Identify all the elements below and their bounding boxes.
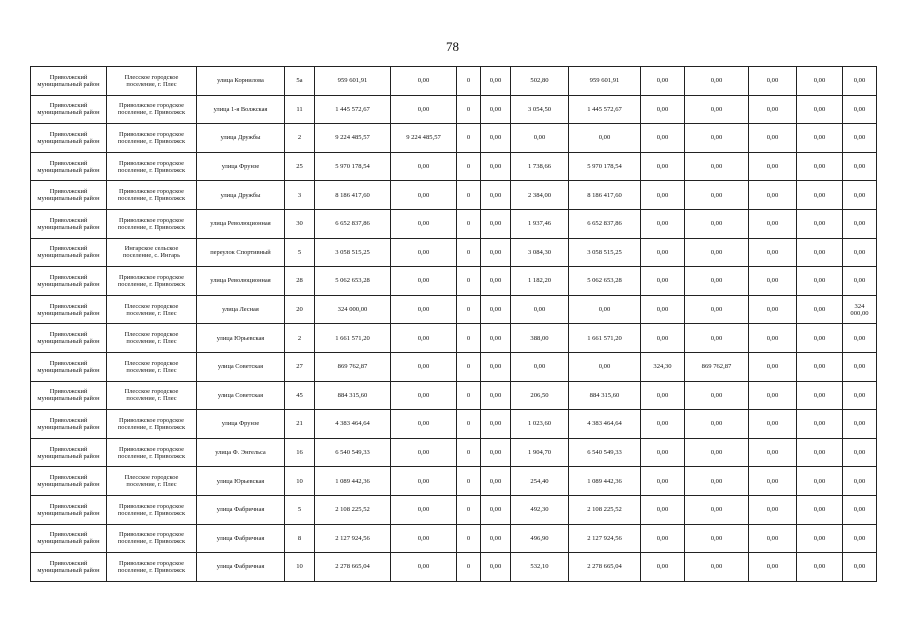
cell-cost-col-8: 0,00: [685, 95, 749, 124]
cell-count-col-3: 0: [457, 152, 481, 181]
cell-cost-col-2: 0,00: [391, 181, 457, 210]
cell-house-number: 3: [285, 181, 315, 210]
cell-cost-col-2: 0,00: [391, 209, 457, 238]
cell-area-col-5: 0,00: [511, 295, 569, 324]
cell-cost-col-11: 0,00: [843, 352, 877, 381]
cell-house-number: 8: [285, 524, 315, 553]
table-row: [31, 181, 877, 210]
cell-total-cost: 1 661 571,20: [315, 324, 391, 353]
cell-district: Приволжский муниципальный район: [31, 467, 107, 496]
cell-district: Приволжский муниципальный район: [31, 67, 107, 96]
cell-count-col-3: 0: [457, 295, 481, 324]
cell-cost-col-11: 0,00: [843, 324, 877, 353]
cell-cost-col-6: 0,00: [569, 352, 641, 381]
cell-count-col-3: 0: [457, 209, 481, 238]
cell-cost-col-6: 4 383 464,64: [569, 410, 641, 439]
cell-cost-col-2: 0,00: [391, 152, 457, 181]
cell-area-col-5: 1 023,60: [511, 410, 569, 439]
cell-settlement: Приволжское городское поселение, г. Приволжск: [107, 95, 197, 124]
cell-area-col-5: 492,30: [511, 495, 569, 524]
cell-street: улица Революционная: [197, 209, 285, 238]
cell-settlement: Плесское городское поселение, г. Плес: [107, 381, 197, 410]
cell-street: улица Юрьевская: [197, 467, 285, 496]
table-row: [31, 267, 877, 296]
cell-cost-col-2: 0,00: [391, 524, 457, 553]
cell-cost-col-4: 0,00: [481, 495, 511, 524]
cell-area-col-5: 3 054,50: [511, 95, 569, 124]
cell-cost-col-8: 0,00: [685, 67, 749, 96]
table-body: [31, 67, 877, 582]
cell-area-col-5: 0,00: [511, 352, 569, 381]
cell-cost-col-10: 0,00: [797, 495, 843, 524]
cell-cost-col-6: 2 278 665,04: [569, 553, 641, 582]
cell-cost-col-4: 0,00: [481, 95, 511, 124]
cell-cost-col-9: 0,00: [749, 67, 797, 96]
cell-area-col-7: 0,00: [641, 181, 685, 210]
cell-total-cost: 324 000,00: [315, 295, 391, 324]
cell-cost-col-10: 0,00: [797, 381, 843, 410]
cell-settlement: Ингарское сельское поселение, с. Ингарь: [107, 238, 197, 267]
cell-cost-col-9: 0,00: [749, 467, 797, 496]
cell-cost-col-4: 0,00: [481, 209, 511, 238]
cell-settlement: Приволжское городское поселение, г. Приволжск: [107, 553, 197, 582]
cell-total-cost: 869 762,87: [315, 352, 391, 381]
cell-cost-col-10: 0,00: [797, 295, 843, 324]
cell-area-col-7: 0,00: [641, 324, 685, 353]
cell-house-number: 5: [285, 495, 315, 524]
table-row: [31, 524, 877, 553]
cell-cost-col-4: 0,00: [481, 124, 511, 153]
cell-area-col-7: 0,00: [641, 209, 685, 238]
cell-settlement: Плесское городское поселение, г. Плес: [107, 324, 197, 353]
cell-cost-col-4: 0,00: [481, 352, 511, 381]
cell-cost-col-6: 1 661 571,20: [569, 324, 641, 353]
cell-cost-col-10: 0,00: [797, 267, 843, 296]
cell-area-col-5: 1 182,20: [511, 267, 569, 296]
cell-cost-col-4: 0,00: [481, 152, 511, 181]
cell-count-col-3: 0: [457, 410, 481, 439]
cell-cost-col-9: 0,00: [749, 524, 797, 553]
cell-cost-col-8: 0,00: [685, 267, 749, 296]
cell-cost-col-2: 0,00: [391, 352, 457, 381]
cell-cost-col-4: 0,00: [481, 324, 511, 353]
cell-cost-col-8: 0,00: [685, 295, 749, 324]
table-row: [31, 67, 877, 96]
cell-cost-col-6: 1 089 442,36: [569, 467, 641, 496]
cell-cost-col-2: 0,00: [391, 438, 457, 467]
cell-area-col-7: 0,00: [641, 381, 685, 410]
table-row: [31, 324, 877, 353]
cell-area-col-5: 532,10: [511, 553, 569, 582]
cell-cost-col-6: 0,00: [569, 295, 641, 324]
cell-house-number: 45: [285, 381, 315, 410]
cell-settlement: Плесское городское поселение, г. Плес: [107, 467, 197, 496]
cell-cost-col-2: 0,00: [391, 553, 457, 582]
cell-cost-col-6: 6 652 837,86: [569, 209, 641, 238]
cell-district: Приволжский муниципальный район: [31, 181, 107, 210]
cell-street: улица Ф. Энгельса: [197, 438, 285, 467]
cell-street: улица Фабричная: [197, 495, 285, 524]
cell-district: Приволжский муниципальный район: [31, 295, 107, 324]
cell-cost-col-11: 0,00: [843, 124, 877, 153]
cell-area-col-7: 0,00: [641, 95, 685, 124]
cell-cost-col-9: 0,00: [749, 238, 797, 267]
cell-cost-col-8: 0,00: [685, 524, 749, 553]
cell-cost-col-10: 0,00: [797, 553, 843, 582]
cell-house-number: 2: [285, 324, 315, 353]
table-row: [31, 467, 877, 496]
cell-cost-col-10: 0,00: [797, 524, 843, 553]
cell-count-col-3: 0: [457, 324, 481, 353]
cell-cost-col-9: 0,00: [749, 124, 797, 153]
cell-cost-col-10: 0,00: [797, 324, 843, 353]
cell-cost-col-9: 0,00: [749, 324, 797, 353]
cell-cost-col-10: 0,00: [797, 67, 843, 96]
cell-settlement: Приволжское городское поселение, г. Приволжск: [107, 152, 197, 181]
cell-cost-col-9: 0,00: [749, 438, 797, 467]
cell-cost-col-11: 0,00: [843, 410, 877, 439]
cell-count-col-3: 0: [457, 181, 481, 210]
cell-cost-col-9: 0,00: [749, 410, 797, 439]
cell-cost-col-11: 0,00: [843, 181, 877, 210]
table-row: [31, 495, 877, 524]
cell-district: Приволжский муниципальный район: [31, 267, 107, 296]
cell-cost-col-10: 0,00: [797, 209, 843, 238]
cell-cost-col-6: 2 108 225,52: [569, 495, 641, 524]
cell-cost-col-11: 0,00: [843, 524, 877, 553]
cell-street: улица Дружбы: [197, 124, 285, 153]
cell-total-cost: 2 127 924,56: [315, 524, 391, 553]
cell-cost-col-10: 0,00: [797, 438, 843, 467]
cell-settlement: Приволжское городское поселение, г. Приволжск: [107, 410, 197, 439]
cell-cost-col-11: 0,00: [843, 438, 877, 467]
cell-cost-col-9: 0,00: [749, 95, 797, 124]
cell-total-cost: 5 970 178,54: [315, 152, 391, 181]
cell-cost-col-10: 0,00: [797, 352, 843, 381]
cell-cost-col-6: 8 186 417,60: [569, 181, 641, 210]
cell-cost-col-6: 1 445 572,67: [569, 95, 641, 124]
cell-cost-col-10: 0,00: [797, 181, 843, 210]
cell-cost-col-4: 0,00: [481, 267, 511, 296]
cell-cost-col-2: 0,00: [391, 67, 457, 96]
cell-cost-col-8: 0,00: [685, 410, 749, 439]
cell-cost-col-11: 0,00: [843, 495, 877, 524]
cell-house-number: 21: [285, 410, 315, 439]
cell-house-number: 25: [285, 152, 315, 181]
page-number: 78: [446, 39, 459, 54]
cell-house-number: 5а: [285, 67, 315, 96]
cell-cost-col-2: 0,00: [391, 467, 457, 496]
cell-cost-col-6: 5 970 178,54: [569, 152, 641, 181]
cell-cost-col-4: 0,00: [481, 553, 511, 582]
cell-district: Приволжский муниципальный район: [31, 124, 107, 153]
table-row: [31, 295, 877, 324]
housing-table: [30, 66, 877, 582]
cell-district: Приволжский муниципальный район: [31, 209, 107, 238]
cell-district: Приволжский муниципальный район: [31, 95, 107, 124]
table-row: [31, 209, 877, 238]
cell-cost-col-8: 869 762,87: [685, 352, 749, 381]
cell-cost-col-8: 0,00: [685, 381, 749, 410]
cell-cost-col-11: 0,00: [843, 209, 877, 238]
cell-street: улица Фрунзе: [197, 410, 285, 439]
cell-area-col-5: 1 937,46: [511, 209, 569, 238]
cell-settlement: Приволжское городское поселение, г. Приволжск: [107, 524, 197, 553]
cell-area-col-5: 206,50: [511, 381, 569, 410]
cell-area-col-5: 388,00: [511, 324, 569, 353]
cell-total-cost: 6 540 549,33: [315, 438, 391, 467]
cell-street: улица Юрьевская: [197, 324, 285, 353]
cell-cost-col-9: 0,00: [749, 352, 797, 381]
cell-district: Приволжский муниципальный район: [31, 352, 107, 381]
cell-street: улица Фабричная: [197, 553, 285, 582]
cell-total-cost: 3 058 515,25: [315, 238, 391, 267]
cell-settlement: Плесское городское поселение, г. Плес: [107, 295, 197, 324]
cell-district: Приволжский муниципальный район: [31, 438, 107, 467]
cell-cost-col-8: 0,00: [685, 553, 749, 582]
table-row: [31, 438, 877, 467]
cell-total-cost: 2 278 665,04: [315, 553, 391, 582]
cell-cost-col-11: 0,00: [843, 67, 877, 96]
cell-cost-col-2: 9 224 485,57: [391, 124, 457, 153]
cell-cost-col-4: 0,00: [481, 438, 511, 467]
cell-street: улица Лесная: [197, 295, 285, 324]
cell-settlement: Приволжское городское поселение, г. Приволжск: [107, 495, 197, 524]
cell-area-col-7: 0,00: [641, 124, 685, 153]
cell-street: улица Дружбы: [197, 181, 285, 210]
cell-total-cost: 1 089 442,36: [315, 467, 391, 496]
cell-cost-col-8: 0,00: [685, 124, 749, 153]
cell-street: улица Советская: [197, 352, 285, 381]
cell-cost-col-2: 0,00: [391, 238, 457, 267]
cell-cost-col-11: 0,00: [843, 267, 877, 296]
cell-settlement: Плесское городское поселение, г. Плес: [107, 352, 197, 381]
table-row: [31, 381, 877, 410]
cell-area-col-5: 496,90: [511, 524, 569, 553]
cell-area-col-7: 324,30: [641, 352, 685, 381]
cell-house-number: 27: [285, 352, 315, 381]
cell-total-cost: 4 383 464,64: [315, 410, 391, 439]
cell-cost-col-11: 0,00: [843, 553, 877, 582]
cell-cost-col-8: 0,00: [685, 495, 749, 524]
cell-cost-col-11: 0,00: [843, 95, 877, 124]
cell-settlement: Приволжское городское поселение, г. Приволжск: [107, 124, 197, 153]
cell-cost-col-10: 0,00: [797, 467, 843, 496]
cell-cost-col-11: 324 000,00: [843, 295, 877, 324]
cell-count-col-3: 0: [457, 67, 481, 96]
cell-cost-col-2: 0,00: [391, 267, 457, 296]
cell-cost-col-6: 2 127 924,56: [569, 524, 641, 553]
cell-area-col-7: 0,00: [641, 238, 685, 267]
cell-cost-col-8: 0,00: [685, 181, 749, 210]
cell-cost-col-6: 0,00: [569, 124, 641, 153]
cell-cost-col-4: 0,00: [481, 238, 511, 267]
cell-cost-col-9: 0,00: [749, 381, 797, 410]
cell-area-col-7: 0,00: [641, 267, 685, 296]
table-row: [31, 124, 877, 153]
cell-house-number: 28: [285, 267, 315, 296]
cell-area-col-5: 3 084,30: [511, 238, 569, 267]
cell-cost-col-6: 3 058 515,25: [569, 238, 641, 267]
cell-cost-col-9: 0,00: [749, 209, 797, 238]
cell-settlement: Плесское городское поселение, г. Плес: [107, 67, 197, 96]
cell-cost-col-4: 0,00: [481, 410, 511, 439]
table-row: [31, 410, 877, 439]
cell-district: Приволжский муниципальный район: [31, 495, 107, 524]
cell-cost-col-9: 0,00: [749, 181, 797, 210]
cell-cost-col-11: 0,00: [843, 381, 877, 410]
cell-total-cost: 9 224 485,57: [315, 124, 391, 153]
cell-total-cost: 884 315,60: [315, 381, 391, 410]
cell-cost-col-8: 0,00: [685, 152, 749, 181]
cell-district: Приволжский муниципальный район: [31, 324, 107, 353]
cell-district: Приволжский муниципальный район: [31, 238, 107, 267]
cell-settlement: Приволжское городское поселение, г. Приволжск: [107, 181, 197, 210]
cell-cost-col-2: 0,00: [391, 410, 457, 439]
cell-house-number: 20: [285, 295, 315, 324]
cell-cost-col-4: 0,00: [481, 181, 511, 210]
cell-cost-col-6: 6 540 549,33: [569, 438, 641, 467]
cell-cost-col-9: 0,00: [749, 495, 797, 524]
cell-area-col-7: 0,00: [641, 152, 685, 181]
cell-street: улица Советская: [197, 381, 285, 410]
cell-cost-col-10: 0,00: [797, 95, 843, 124]
table-row: [31, 152, 877, 181]
cell-area-col-5: 2 384,00: [511, 181, 569, 210]
cell-cost-col-10: 0,00: [797, 238, 843, 267]
cell-cost-col-4: 0,00: [481, 295, 511, 324]
cell-district: Приволжский муниципальный район: [31, 524, 107, 553]
cell-settlement: Приволжское городское поселение, г. Приволжск: [107, 438, 197, 467]
cell-count-col-3: 0: [457, 238, 481, 267]
cell-cost-col-9: 0,00: [749, 295, 797, 324]
cell-cost-col-6: 5 062 653,28: [569, 267, 641, 296]
cell-total-cost: 5 062 653,28: [315, 267, 391, 296]
cell-cost-col-4: 0,00: [481, 524, 511, 553]
cell-area-col-7: 0,00: [641, 410, 685, 439]
cell-street: переулок Спортивный: [197, 238, 285, 267]
cell-area-col-7: 0,00: [641, 295, 685, 324]
cell-total-cost: 959 601,91: [315, 67, 391, 96]
cell-cost-col-9: 0,00: [749, 553, 797, 582]
cell-cost-col-9: 0,00: [749, 152, 797, 181]
cell-area-col-7: 0,00: [641, 524, 685, 553]
cell-cost-col-2: 0,00: [391, 324, 457, 353]
cell-cost-col-6: 884 315,60: [569, 381, 641, 410]
cell-area-col-7: 0,00: [641, 495, 685, 524]
cell-count-col-3: 0: [457, 524, 481, 553]
cell-house-number: 10: [285, 467, 315, 496]
cell-street: улица Фрунзе: [197, 152, 285, 181]
cell-cost-col-8: 0,00: [685, 209, 749, 238]
cell-area-col-5: 0,00: [511, 124, 569, 153]
cell-cost-col-8: 0,00: [685, 324, 749, 353]
cell-total-cost: 2 108 225,52: [315, 495, 391, 524]
cell-house-number: 2: [285, 124, 315, 153]
cell-cost-col-2: 0,00: [391, 295, 457, 324]
cell-cost-col-11: 0,00: [843, 467, 877, 496]
cell-cost-col-10: 0,00: [797, 152, 843, 181]
cell-area-col-5: 1 904,70: [511, 438, 569, 467]
cell-total-cost: 8 186 417,60: [315, 181, 391, 210]
cell-cost-col-4: 0,00: [481, 381, 511, 410]
cell-area-col-5: 1 738,66: [511, 152, 569, 181]
cell-count-col-3: 0: [457, 124, 481, 153]
cell-street: улица 1-я Волжская: [197, 95, 285, 124]
cell-cost-col-2: 0,00: [391, 381, 457, 410]
cell-area-col-5: 254,40: [511, 467, 569, 496]
cell-settlement: Приволжское городское поселение, г. Приволжск: [107, 267, 197, 296]
cell-cost-col-11: 0,00: [843, 238, 877, 267]
table-row: [31, 352, 877, 381]
cell-street: улица Корнилова: [197, 67, 285, 96]
cell-area-col-5: 502,80: [511, 67, 569, 96]
cell-area-col-7: 0,00: [641, 467, 685, 496]
cell-area-col-7: 0,00: [641, 553, 685, 582]
table-row: [31, 238, 877, 267]
cell-count-col-3: 0: [457, 438, 481, 467]
cell-count-col-3: 0: [457, 352, 481, 381]
cell-house-number: 30: [285, 209, 315, 238]
cell-count-col-3: 0: [457, 95, 481, 124]
cell-district: Приволжский муниципальный район: [31, 152, 107, 181]
table-row: [31, 95, 877, 124]
cell-count-col-3: 0: [457, 467, 481, 496]
cell-house-number: 10: [285, 553, 315, 582]
cell-count-col-3: 0: [457, 553, 481, 582]
cell-house-number: 5: [285, 238, 315, 267]
cell-street: улица Фабричная: [197, 524, 285, 553]
cell-cost-col-8: 0,00: [685, 438, 749, 467]
cell-district: Приволжский муниципальный район: [31, 410, 107, 439]
cell-cost-col-2: 0,00: [391, 495, 457, 524]
table-row: [31, 553, 877, 582]
cell-count-col-3: 0: [457, 495, 481, 524]
cell-count-col-3: 0: [457, 267, 481, 296]
cell-total-cost: 1 445 572,67: [315, 95, 391, 124]
cell-house-number: 11: [285, 95, 315, 124]
cell-cost-col-10: 0,00: [797, 124, 843, 153]
cell-cost-col-2: 0,00: [391, 95, 457, 124]
cell-area-col-7: 0,00: [641, 438, 685, 467]
cell-district: Приволжский муниципальный район: [31, 381, 107, 410]
cell-count-col-3: 0: [457, 381, 481, 410]
cell-cost-col-9: 0,00: [749, 267, 797, 296]
cell-cost-col-6: 959 601,91: [569, 67, 641, 96]
cell-cost-col-4: 0,00: [481, 467, 511, 496]
cell-cost-col-4: 0,00: [481, 67, 511, 96]
cell-district: Приволжский муниципальный район: [31, 553, 107, 582]
cell-area-col-7: 0,00: [641, 67, 685, 96]
cell-street: улица Революционная: [197, 267, 285, 296]
cell-cost-col-11: 0,00: [843, 152, 877, 181]
cell-house-number: 16: [285, 438, 315, 467]
cell-settlement: Приволжское городское поселение, г. Приволжск: [107, 209, 197, 238]
cell-cost-col-8: 0,00: [685, 467, 749, 496]
cell-cost-col-10: 0,00: [797, 410, 843, 439]
cell-cost-col-8: 0,00: [685, 238, 749, 267]
cell-total-cost: 6 652 837,86: [315, 209, 391, 238]
